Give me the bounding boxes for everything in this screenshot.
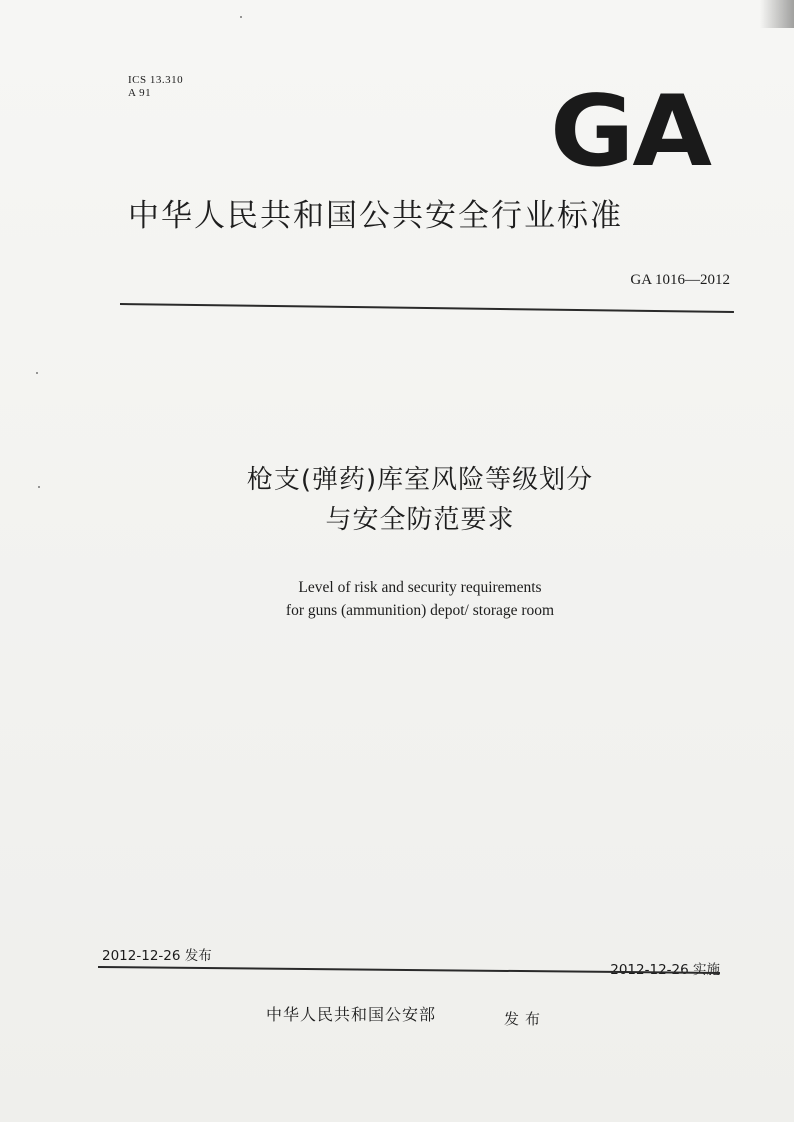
scan-edge-shadow [760,0,794,28]
chinese-title-line-2: 与安全防范要求 [325,505,515,535]
scan-speck [38,486,40,488]
english-title-line-2: for guns (ammunition) depot/ storage room [285,602,555,619]
ccs-code: A 91 [128,87,152,99]
standard-category-title: 中华人民共和国公共安全行业标准 [128,198,623,234]
scan-speck [240,16,242,18]
ga-logo: GA [550,75,710,189]
scan-speck [36,372,38,374]
implementation-date: 2012-12-26 实施 [610,962,720,978]
issue-date: 2012-12-26 发布 [102,948,212,964]
publish-label: 发布 [504,1010,547,1028]
header-divider [120,303,734,313]
classification-codes [128,74,183,100]
ics-code: ICS 13.310 [128,74,184,86]
standard-number: GA 1016—2012 [630,272,730,288]
english-title [170,576,670,622]
publisher-name: 中华人民共和国公安部 [266,1005,437,1024]
english-title-line-1: Level of risk and security requirements [298,579,542,596]
chinese-title-line-1: 枪支(弹药)库室风险等级划分 [246,465,594,495]
chinese-title [140,460,700,540]
